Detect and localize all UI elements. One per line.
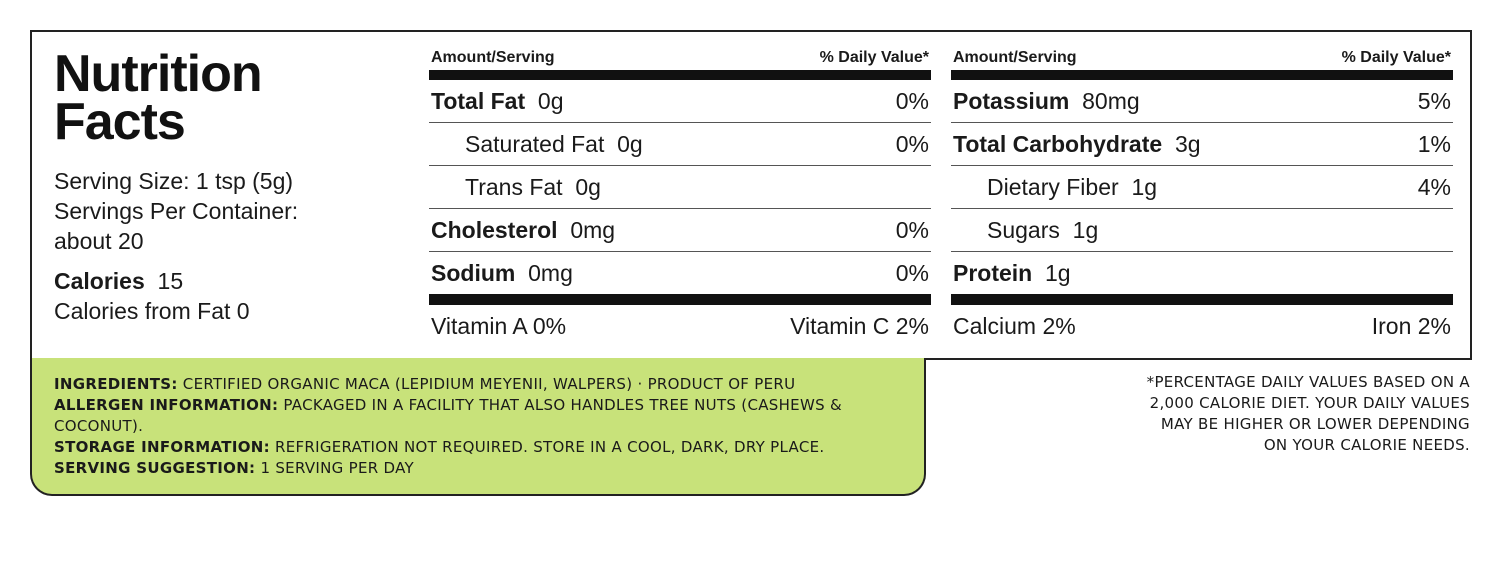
serving-info [54, 166, 424, 256]
amount-serving-header: Amount/Serving [431, 49, 555, 66]
vitamin-a: Vitamin A 0% [431, 313, 567, 339]
vitamin-c: Vitamin C 2% [790, 313, 929, 339]
nutrient-name: Total Fat [431, 87, 526, 114]
thick-rule [951, 70, 1453, 80]
label-title [54, 45, 424, 151]
nutrient-row [951, 209, 1453, 252]
ingredients-key: INGREDIENTS: [54, 375, 178, 393]
serving-suggestion-line [54, 458, 902, 479]
nutrient-name-amount [431, 174, 601, 201]
nutrient-amount: 1g [1072, 216, 1099, 243]
nutrient-row [429, 252, 931, 295]
ingredients-value: CERTIFIED ORGANIC MACA (LEPIDIUM MEYENII, WALPERS) · PRODUCT OF PERU [182, 375, 796, 393]
nutrient-name-amount [953, 260, 1071, 287]
nutrient-table-1 [429, 46, 931, 347]
footnote-line: *PERCENTAGE DAILY VALUES BASED ON A [1146, 373, 1470, 391]
nutrient-name: Trans Fat [465, 173, 563, 200]
nutrition-facts-panel [30, 30, 1472, 360]
storage-line [54, 437, 902, 458]
nutrient-name: Sodium [431, 260, 516, 286]
nutrient-name: Saturated Fat [465, 130, 605, 157]
nutrient-row [429, 166, 931, 209]
nutrient-daily-value: 0% [895, 87, 929, 114]
nutrient-amount: 1g [1045, 260, 1071, 286]
nutrient-row [951, 123, 1453, 166]
nutrient-daily-value: 0% [895, 216, 929, 243]
nutrient-row [429, 209, 931, 252]
nutrient-daily-value: 0% [895, 130, 929, 157]
nutrient-name-amount [431, 88, 564, 115]
nutrient-amount: 0mg [528, 260, 573, 286]
calcium: Calcium 2% [953, 313, 1076, 339]
nutrient-amount: 3g [1174, 130, 1201, 157]
nutrient-name: Sugars [987, 216, 1060, 243]
nutrient-row [951, 80, 1453, 123]
allergen-key: ALLERGEN INFORMATION: [54, 396, 279, 414]
mineral-row [951, 305, 1453, 347]
nutrient-name-amount [953, 174, 1157, 201]
calories-from-fat: Calories from Fat 0 [54, 298, 250, 324]
table-header [951, 46, 1453, 70]
nutrient-daily-value: 1% [1417, 130, 1451, 157]
table-header [429, 46, 931, 70]
title-line-1: Nutrition [54, 45, 262, 103]
nutrient-daily-value: 0% [895, 260, 929, 286]
nutrient-name-amount [431, 217, 615, 244]
nutrient-amount: 0g [537, 87, 564, 114]
nutrient-name-amount [953, 131, 1201, 158]
servings-per-container: Servings Per Container: [54, 198, 299, 224]
servings-per-container-value: about 20 [54, 228, 144, 254]
iron: Iron 2% [1371, 313, 1451, 339]
nutrient-name: Total Carbohydrate [953, 130, 1163, 157]
nutrient-rows [951, 80, 1453, 295]
nutrient-row [951, 166, 1453, 209]
amount-serving-header: Amount/Serving [953, 49, 1077, 66]
nutrient-name-amount [431, 260, 573, 287]
thick-rule [429, 294, 931, 305]
calories-info [54, 266, 424, 326]
nutrient-table-2 [951, 46, 1453, 347]
daily-value-footnote [1070, 372, 1470, 456]
ingredients-box [30, 358, 926, 496]
nutrient-amount: 0g [617, 130, 643, 157]
nutrient-name-amount [953, 217, 1098, 244]
allergen-line [54, 395, 902, 437]
nutrient-daily-value: 5% [1417, 87, 1451, 114]
thick-rule [429, 70, 931, 80]
nutrient-name: Potassium [953, 87, 1070, 114]
nutrient-row [429, 123, 931, 166]
nutrient-amount: 0g [575, 173, 601, 200]
daily-value-header: % Daily Value* [1341, 49, 1451, 66]
summary-column [54, 45, 424, 326]
nutrient-rows [429, 80, 931, 295]
storage-key: STORAGE INFORMATION: [54, 438, 270, 456]
nutrient-name: Cholesterol [431, 216, 558, 243]
daily-value-header: % Daily Value* [819, 49, 929, 66]
serving-suggestion-key: SERVING SUGGESTION: [54, 459, 256, 477]
nutrient-daily-value: 4% [1417, 173, 1451, 200]
footnote-line: 2,000 CALORIE DIET. YOUR DAILY VALUES [1149, 394, 1470, 412]
storage-value: REFRIGERATION NOT REQUIRED. STORE IN A COOL, DARK, DRY PLACE. [274, 438, 825, 456]
nutrient-row [951, 252, 1453, 295]
nutrient-row [429, 80, 931, 123]
title-line-2: Facts [54, 93, 185, 151]
nutrient-amount: 80mg [1082, 87, 1140, 114]
vitamin-row [429, 305, 931, 347]
footnote-line: MAY BE HIGHER OR LOWER DEPENDING [1160, 415, 1470, 433]
footnote-line: ON YOUR CALORIE NEEDS. [1263, 436, 1470, 454]
nutrient-name-amount [431, 131, 643, 158]
ingredients-line [54, 374, 902, 395]
thick-rule [951, 294, 1453, 305]
nutrient-amount: 0mg [570, 216, 616, 243]
nutrient-name: Protein [953, 260, 1033, 286]
calories-value: 15 [157, 268, 184, 294]
serving-size: Serving Size: 1 tsp (5g) [54, 168, 294, 194]
allergen-value: PACKAGED IN A FACILITY THAT ALSO HANDLES TREE NUTS (CASHEWS & COCONUT). [54, 396, 842, 435]
nutrient-name: Dietary Fiber [987, 173, 1119, 200]
nutrient-amount: 1g [1131, 173, 1158, 200]
serving-suggestion-value: 1 SERVING PER DAY [260, 459, 415, 477]
nutrient-name-amount [953, 88, 1140, 115]
calories-label: Calories [54, 268, 145, 294]
calories-line [54, 266, 424, 296]
